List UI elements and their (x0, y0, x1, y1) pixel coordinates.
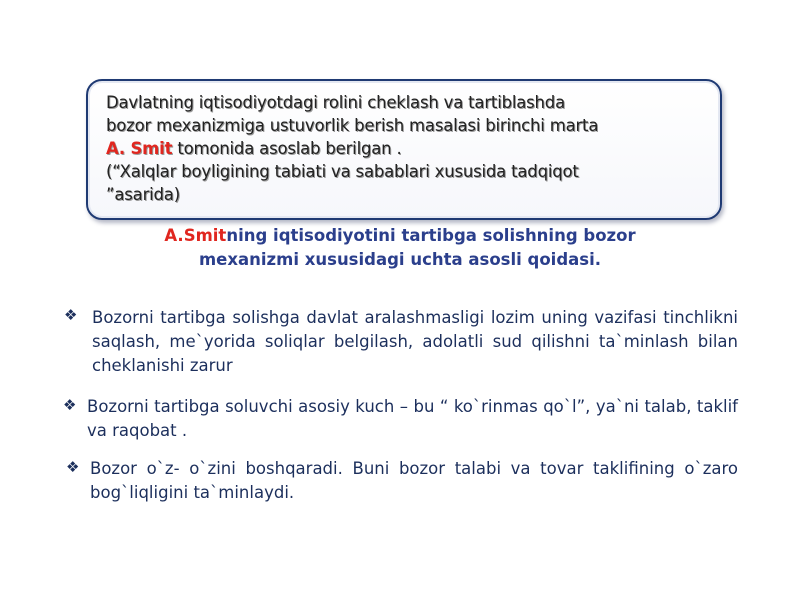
callout-line-1: Davlatning iqtisodiyotdagi rolini cheklash va tartiblashda (106, 93, 565, 112)
list-item: Bozor o`z- o`zini boshqaradi. Buni bozor talabi va tovar taklifining o`zaro bog`liqligini ta`minlaydi. (90, 459, 738, 502)
section-subtitle (120, 224, 680, 272)
diamond-bullet-icon: ❖ (64, 306, 78, 324)
callout-line-4: (“Xalqlar boyligining tabiati va sabablari xususida tadqiqot (106, 162, 579, 181)
list-item: Bozorni tartibga solishga davlat aralashmasligi lozim uning vazifasi tinchlikni saqlash, me`yorida soliqlar belgilash, adolatli sud qilishni ta`minlash bilan cheklanishi zarur (92, 308, 738, 375)
callout-line-5: ”asarida) (106, 185, 180, 204)
callout-line-3-rest: tomonida asoslab berilgan . (172, 139, 402, 158)
subtitle-author-name: A.Smit (164, 226, 227, 245)
diamond-bullet-icon: ❖ (66, 458, 80, 476)
callout-line-3 (106, 137, 706, 160)
author-name: A. Smit (106, 139, 173, 158)
list-item: Bozorni tartibga soluvchi asosiy kuch – bu “ ko`rinmas qo`l”, ya`ni talab, taklif va raqobat . (87, 397, 738, 440)
subtitle-text: ning iqtisodiyotini tartibga solishning bozor mexanizmi xususidagi uchta asosli qoidasi. (198, 226, 636, 269)
callout-line-2: bozor mexanizmiga ustuvorlik berish masalasi birinchi marta (106, 116, 599, 135)
callout-text (106, 91, 706, 206)
diamond-bullet-icon: ❖ (63, 396, 77, 414)
